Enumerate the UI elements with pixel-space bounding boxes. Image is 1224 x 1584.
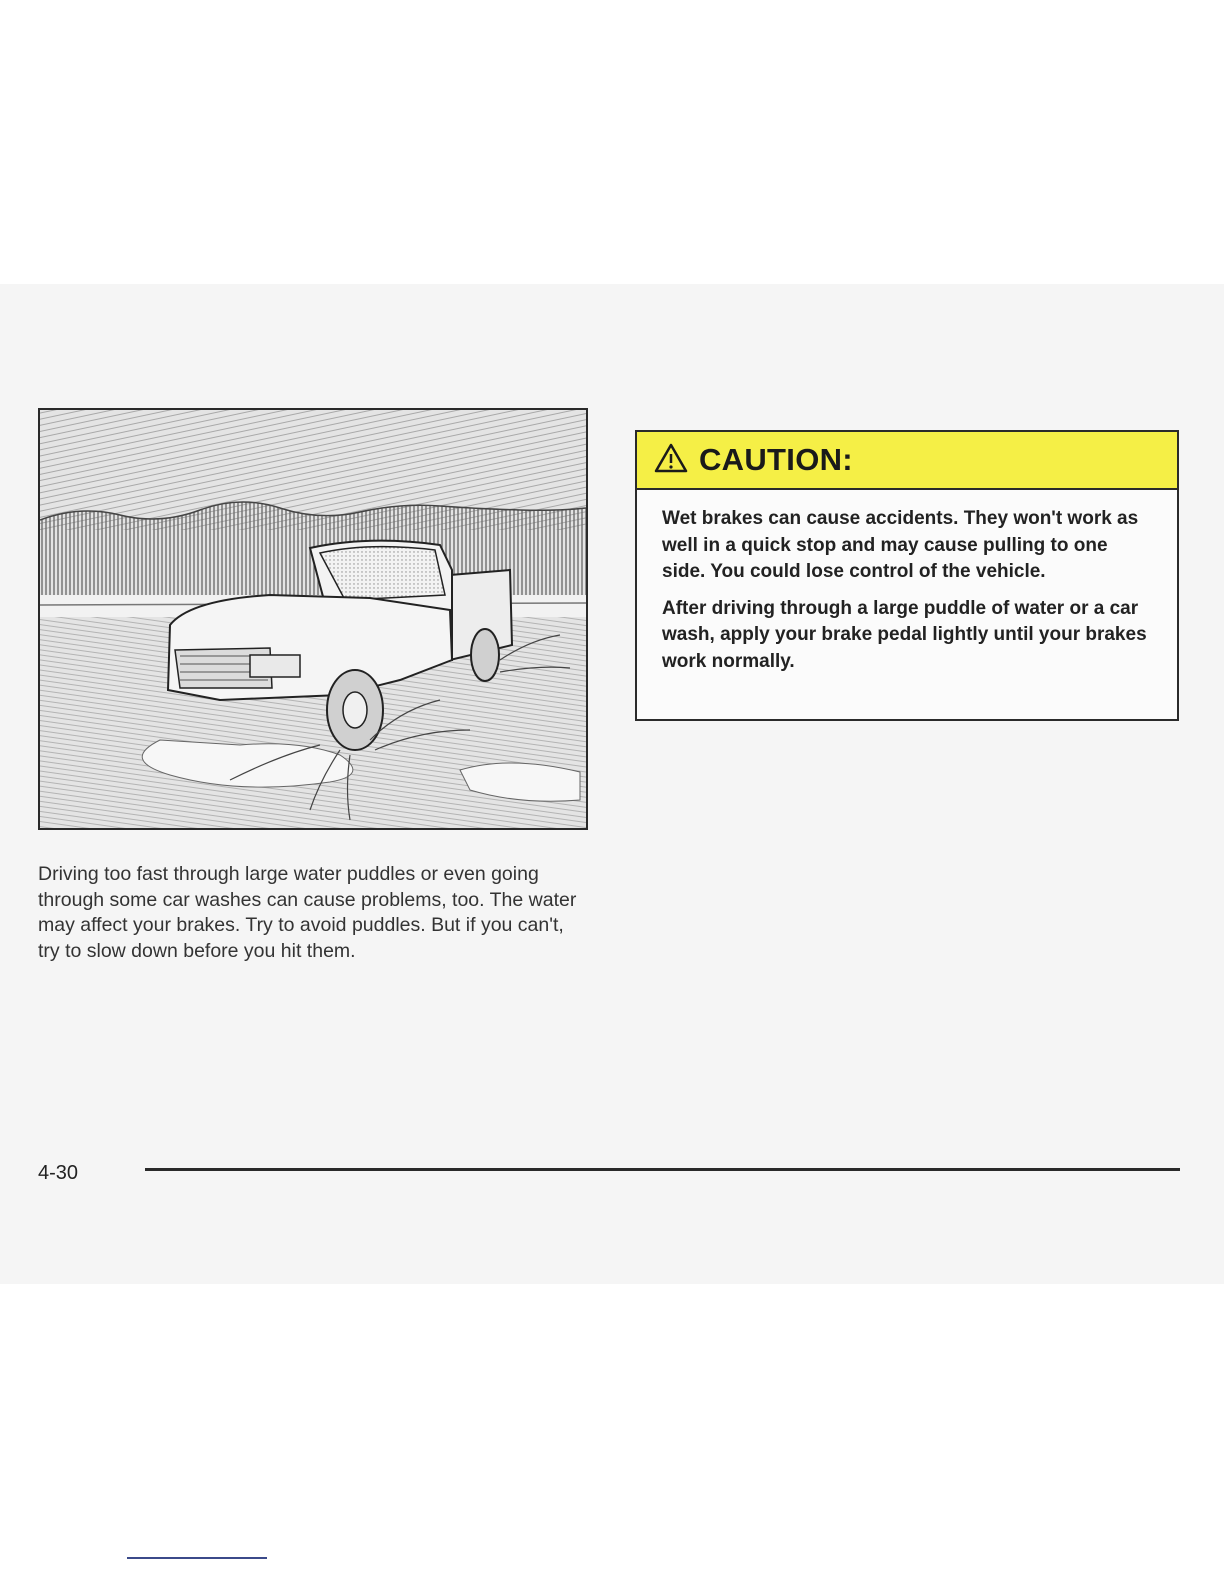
caution-body <box>637 490 1177 675</box>
caution-header <box>637 432 1177 490</box>
bottom-divider <box>127 1557 267 1559</box>
body-paragraph: Driving too fast through large water puddles or even going through some car washes can cause problems, too. The water may affect your brakes. Try to avoid puddles. But if you can't, try to slow down before you hit them. <box>38 863 577 962</box>
caution-paragraph: After driving through a large puddle of water or a car wash, apply your brake pedal lightly until your brakes work normally. <box>662 597 1147 672</box>
caution-title: CAUTION: <box>699 442 853 477</box>
warning-triangle-icon <box>653 442 699 479</box>
truck-puddle-illustration <box>38 408 588 830</box>
caution-box <box>635 430 1179 721</box>
caution-paragraph: Wet brakes can cause accidents. They won't work as well in a quick stop and may cause pulling to one side. You could lose control of the vehicle. <box>662 508 1139 582</box>
page-number: 4-30 <box>38 1162 79 1184</box>
footer-rule <box>145 1168 1180 1171</box>
